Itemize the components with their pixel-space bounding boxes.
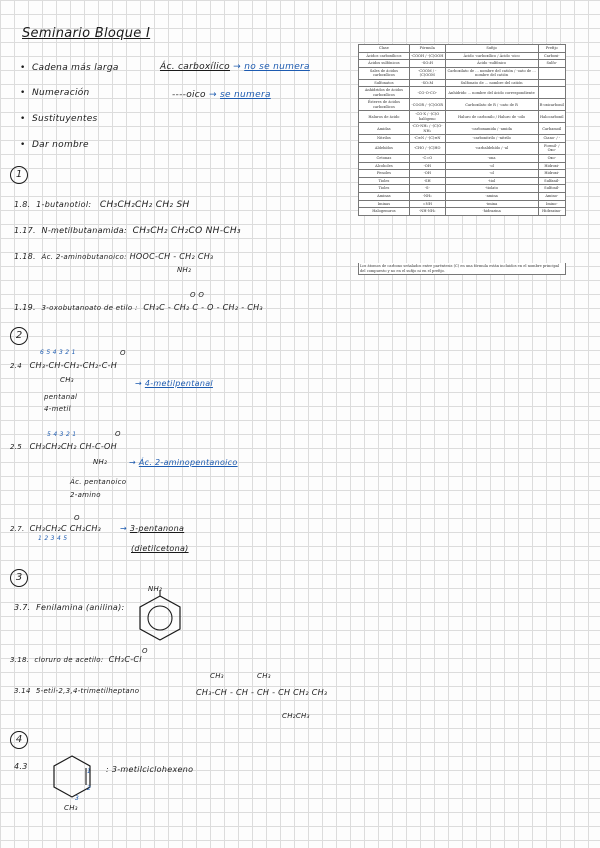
substituent-ch3: CH₃ <box>210 672 224 680</box>
carbonyl-oxygen: O <box>74 514 80 522</box>
table-cell: Carboxilato de ... nombre del catión / -oato de ... nombre del catión <box>445 67 538 79</box>
table-row <box>359 185 566 193</box>
table-cell: Haluros de ácido <box>359 111 410 123</box>
table-cell: Ciano- / - <box>538 135 565 143</box>
table-cell: -COOH / -(C)OOH <box>411 53 444 58</box>
table-cell: Sulfonil- <box>538 185 565 193</box>
table-cell: Anhídrido ... nombre del ácido correspondiente <box>445 87 538 99</box>
section-number-4: 4 <box>10 731 28 749</box>
work-note: pentanal <box>44 393 78 401</box>
table-cell: Hidroxi- <box>538 170 565 178</box>
table-cell: -ona <box>445 154 538 162</box>
exercise-1-19: 1.19. 3-oxobutanoato de etilo : CH₃C - CH₂ C - O - CH₂ - CH₃ <box>14 303 263 312</box>
table-cell: Alcoholes <box>359 162 410 170</box>
table-cell: -SO₃M <box>409 79 445 87</box>
carbon-numbering: 5 4 3 2 1 <box>47 431 77 438</box>
table-header: Clase <box>359 45 410 53</box>
substituent-nh2: NH₂ <box>177 266 192 274</box>
table-cell: Sulfonato de ... nombre del catión <box>445 79 538 87</box>
table-row <box>359 142 566 154</box>
table-row <box>359 135 566 143</box>
exercise-3-14: 3.14 5-etil-2,3,4-trimetilheptano <box>14 687 140 695</box>
table-row <box>359 154 566 162</box>
table-cell: Haluro de carbonilo / Haluro de -oilo <box>445 111 538 123</box>
bullet-item: • Dar nombre <box>20 140 89 150</box>
carbonyl-oxygens: O O <box>190 291 205 299</box>
table-cell: Cetonas <box>359 154 410 162</box>
carbon-numbering: 1 2 3 4 5 <box>38 535 68 542</box>
carbonyl-oxygen: O <box>120 349 126 357</box>
bullet-text: Cadena más larga <box>31 63 119 73</box>
exercise-1-18: 1.18. Ác. 2-aminobutanoico: HOOC-CH - CH₂ CH₃ <box>14 252 214 261</box>
table-cell: -tiolato <box>445 185 538 193</box>
functional-groups-table <box>358 44 566 216</box>
exercise-2-4: 2.4 CH₃-CH-CH₂-CH₂-C-H <box>10 361 118 370</box>
section-number-3: 3 <box>10 569 28 587</box>
table-cell: Halocarbonil <box>538 111 565 123</box>
table-row <box>359 170 566 178</box>
table-header: Prefijo <box>538 45 565 53</box>
ring-position-1: 1 <box>87 768 92 775</box>
table-cell: Ácido -carboxílico / Ácido -oico <box>445 52 538 60</box>
table-cell: -carboxamida / -amida <box>445 123 538 135</box>
table-cell <box>538 67 565 79</box>
table-cell: -OH <box>409 170 445 178</box>
table-row <box>359 162 566 170</box>
table-cell: -imina <box>445 200 538 208</box>
table-cell: Aminas <box>359 192 410 200</box>
table-cell: -CO-NH₂ / -(C)O-NH₂ <box>409 123 445 135</box>
table-cell: Sulfonatos <box>359 79 410 87</box>
table-row <box>359 60 566 68</box>
table-cell: -SO₃H <box>409 60 445 68</box>
table-cell: -C=O <box>409 154 445 162</box>
table-header-row <box>359 45 566 53</box>
table-cell: Ácidos carboxílicos <box>359 52 410 60</box>
work-note: 2-amino <box>70 491 101 499</box>
bullet-item: • Sustituyentes <box>20 114 98 124</box>
table-cell: -hidrazina <box>445 208 538 216</box>
answer-2-7: → 3-pentanona <box>120 524 185 533</box>
table-cell: Aldehídos <box>359 142 410 154</box>
table-row <box>359 177 566 185</box>
table-cell: Ésteres de ácidos carboxílicos <box>359 99 410 111</box>
main-chain-formula: CH₃-CH - CH - CH - CH CH₂ CH₃ <box>196 688 328 697</box>
table-cell: Carbamoil <box>538 123 565 135</box>
table-cell: Carboxi- <box>538 52 565 60</box>
table-cell: Tioles <box>359 185 410 193</box>
table-cell: -carbaldehído / -al <box>445 142 538 154</box>
exercise-3-7: 3.7. Fenilamina (anilina): <box>14 603 125 612</box>
table-cell: Anhídridos de ácidos carboxílicos <box>359 87 410 99</box>
table-cell: -S- <box>409 185 445 193</box>
substituent-ethyl: CH₂CH₃ <box>282 712 310 720</box>
exercise-2-5: 2.5 CH₃CH₂CH₂ CH-C-OH <box>10 442 117 451</box>
answer-4-3: : 3-metilciclohexeno <box>106 765 194 774</box>
carbonyl-oxygen: O <box>142 647 148 655</box>
substituent-ch3: CH₃ <box>257 672 271 680</box>
table-cell: Formil- / Oxo- <box>538 142 565 154</box>
answer-2-4: → 4-metilpentanal <box>135 379 213 388</box>
table-cell: Hidrazino- <box>538 208 565 216</box>
table-row <box>359 123 566 135</box>
table-cell: Sales de ácidos carboxílicos <box>359 67 410 79</box>
table-cell <box>538 79 565 87</box>
table-cell: -tiol <box>445 177 538 185</box>
table-cell: R-oxicarbonil <box>538 99 565 111</box>
table-cell: Nitrilos <box>359 135 410 143</box>
table-cell: -NH₂ <box>409 192 445 200</box>
table-cell: Amino- <box>538 192 565 200</box>
page-title: Seminario Bloque I <box>22 26 151 41</box>
bullet-note: ----oico → se numera <box>172 90 271 100</box>
table-footnote: Los átomos de carbono señalados entre paréntesis (C) en una fórmula están incluidos en el nombre principal del compuesto y no en el sufijo ni en el prefijo. <box>358 263 566 275</box>
bullet-note: Ác. carboxílico → no se numera <box>160 62 310 72</box>
table-cell: Halogenuros <box>359 208 410 216</box>
bullet-text: Dar nombre <box>31 140 89 150</box>
answer-2-7-alt: (dietilcetona) <box>131 544 189 553</box>
table-cell: Oxo- <box>538 154 565 162</box>
bullet-text: Numeración <box>31 88 90 98</box>
table-cell: Fenoles <box>359 170 410 178</box>
bullet-text: Sustituyentes <box>31 114 98 124</box>
bullet-item: • Numeración <box>20 88 90 98</box>
substituent-nh2: NH₂ <box>93 458 108 466</box>
exercise-4-3-number: 4.3 <box>14 762 28 771</box>
table-row <box>359 208 566 216</box>
table-cell: Carboxilato de R / -oato de R <box>445 99 538 111</box>
table-row <box>359 79 566 87</box>
ring-position-3: 3 <box>75 795 80 802</box>
table-row <box>359 87 566 99</box>
answer-2-5: → Ác. 2-aminopentanoico <box>129 458 238 467</box>
section-number-1: 1 <box>10 166 28 184</box>
table-cell: -CO-O-CO- <box>409 87 445 99</box>
ring-position-2: 2 <box>87 785 92 792</box>
carbonyl-oxygen: O <box>115 430 121 438</box>
table-cell: Ácidos sulfónicos <box>359 60 410 68</box>
table-cell: -COOR / -(C)OOR <box>409 99 445 111</box>
table-cell: -C≡N / -(C)≡N <box>409 135 445 143</box>
table-cell: -SH <box>409 177 445 185</box>
substituent-ch3: CH₃ <box>64 804 78 812</box>
work-note: 4-metil <box>44 405 71 413</box>
substituent-ch3: CH₃ <box>60 376 74 384</box>
table-cell: Sulfo- <box>538 60 565 68</box>
table-cell: -carbonitrilo / -nitrilo <box>445 135 538 143</box>
table-cell: Imino- <box>538 200 565 208</box>
exercise-3-18: 3.18. cloruro de acetilo: CH₃C-Cl <box>10 655 142 664</box>
table-header: Fórmula <box>409 45 445 53</box>
table-body <box>359 52 566 215</box>
substituent-nh2: NH₂ <box>148 585 163 593</box>
table-row <box>359 67 566 79</box>
exercise-1-8: 1.8. 1-butanotiol: CH₃CH₂CH₂ CH₂ SH <box>14 200 190 210</box>
table-cell: Ácido -sulfónico <box>445 60 538 68</box>
table-row <box>359 99 566 111</box>
carbon-numbering: 6 5 4 3 2 1 <box>40 349 76 356</box>
cyclohexene-ring-drawing <box>50 754 94 800</box>
table-cell: Hidroxi- <box>538 162 565 170</box>
table-cell: -CHO / -(C)HO <box>409 142 445 154</box>
table-header: Sufijo <box>445 45 538 53</box>
work-note: Ác. pentanoico <box>70 478 127 486</box>
table-row <box>359 200 566 208</box>
exercise-1-17: 1.17. N-metilbutanamida: CH₃CH₂ CH₂CO NH-CH₃ <box>14 226 241 236</box>
table-cell: -OH <box>409 162 445 170</box>
benzene-ring-drawing <box>135 594 185 640</box>
table-cell: -amina <box>445 192 538 200</box>
table-cell: -CO-X / -(C)O halógeno <box>409 111 445 123</box>
table-cell: -NH-NH₂ <box>409 208 445 216</box>
bullet-item: • Cadena más larga <box>20 63 119 73</box>
table-cell: Iminas <box>359 200 410 208</box>
table-cell: =NH <box>409 200 445 208</box>
table-cell: Tioles <box>359 177 410 185</box>
table-row <box>359 192 566 200</box>
table-cell: Amidas <box>359 123 410 135</box>
table-cell: -ol <box>445 162 538 170</box>
table-cell <box>538 87 565 99</box>
table-cell: Sulfanil- <box>538 177 565 185</box>
exercise-2-7: 2.7. CH₃CH₂C CH₂CH₃ <box>10 524 102 533</box>
table-cell: -ol <box>445 170 538 178</box>
section-number-2: 2 <box>10 327 28 345</box>
table-row <box>359 111 566 123</box>
table-cell: -COOM / -(C)OOM <box>409 67 445 79</box>
table-row <box>359 52 566 60</box>
